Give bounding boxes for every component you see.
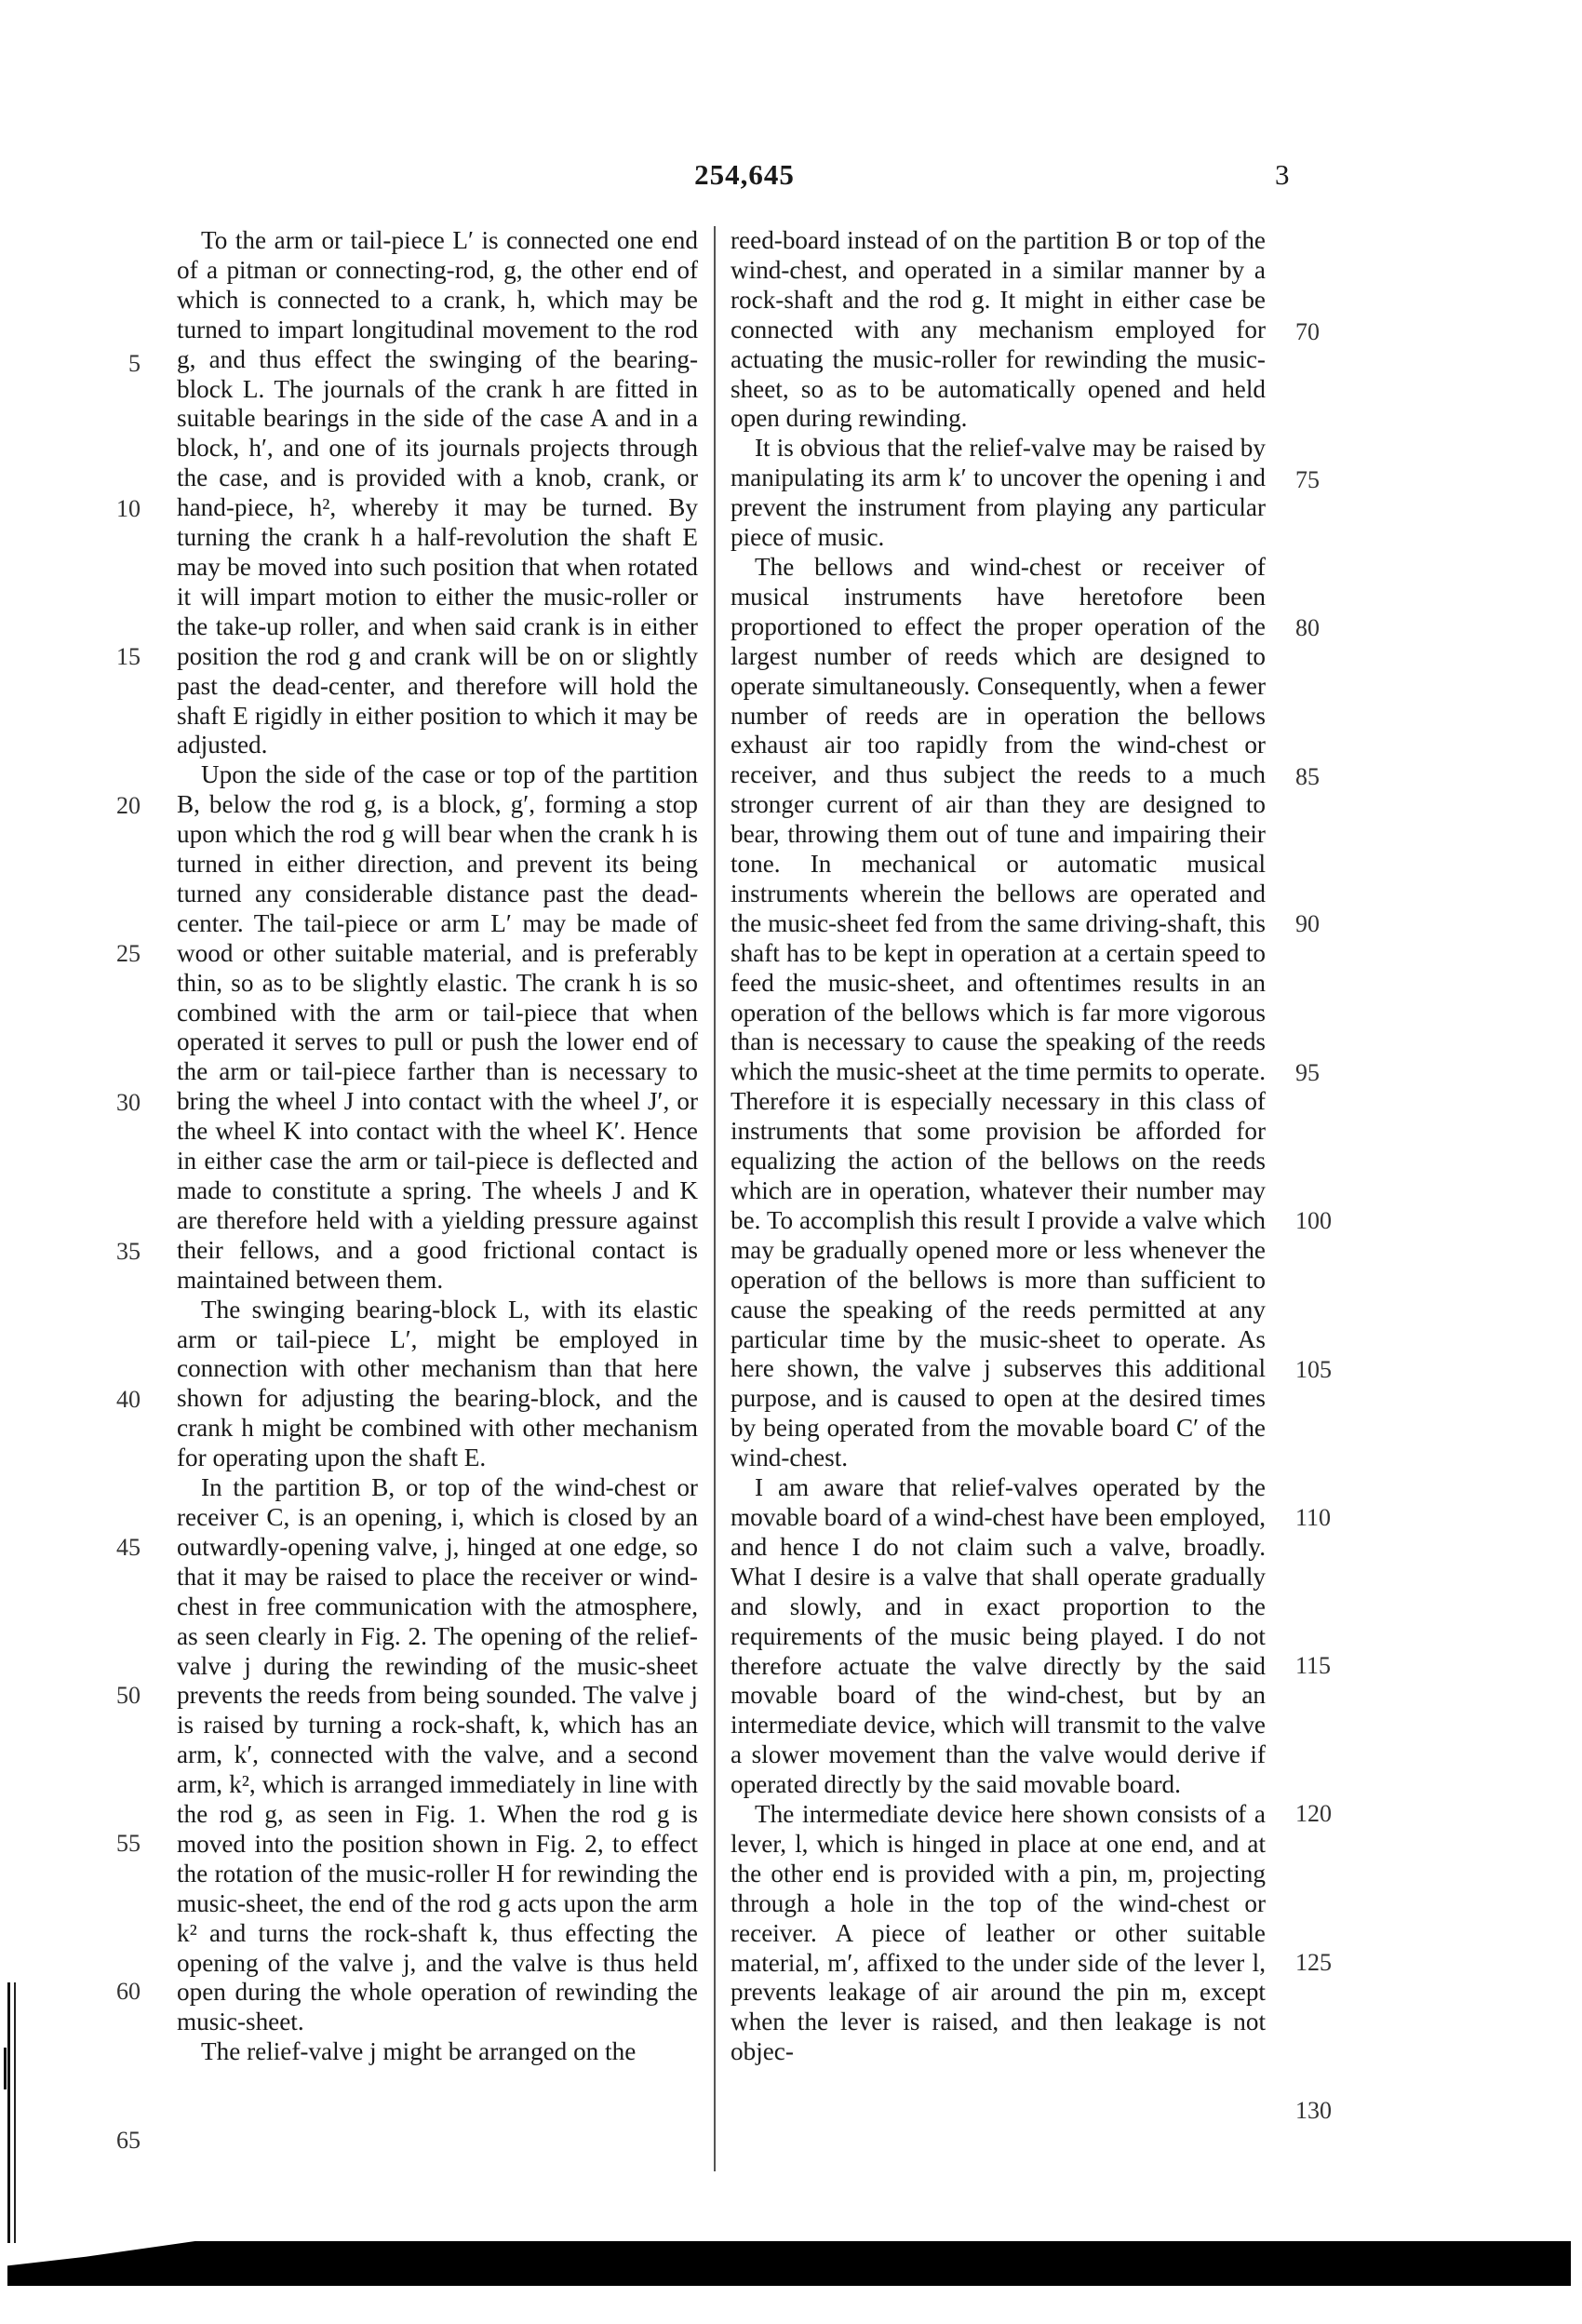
paragraph: It is obvious that the relief-valve may be raised by manipulating its arm k′ to uncover the opening i and prevent the instrument from playing any particular piece of music. <box>731 434 1266 552</box>
page-header <box>0 158 1582 205</box>
paragraph: Upon the side of the case or top of the partition B, below the rod g, is a block, g′, forming a stop upon which the rod g will bear when the crank h is turned in either direction, and prevent its being turned any considerable distance past the dead-center. The tail-piece or arm L′ may be made of wood or other suitable material, and is preferably thin, so as to be slightly elastic. The crank h is so combined with the arm or tail-piece that when operated it serves to pull or push the lower end of the arm or tail-piece farther than is necessary to bring the wheel J into contact with the wheel J′, or the wheel K into contact with the wheel K′. Hence in either case the arm or tail-piece is deflected and made to constitute a spring. The wheels J and K are therefore held with a yielding pressure against their fellows, and a good frictional contact is maintained between them. <box>177 760 698 1294</box>
line-number: 90 <box>1295 910 1320 937</box>
line-number: 10 <box>116 495 141 522</box>
line-number: 110 <box>1295 1504 1332 1531</box>
column-divider <box>714 226 716 2171</box>
paragraph: reed-board instead of on the partition B or top of the wind-chest, and operated in a similar manner by a rock-shaft and the rod g. It might in either case be connected with any mechanism employed for actuating the music-roller for rewinding the music-sheet, so as to be automatically opened and held open during rewinding. <box>731 226 1266 433</box>
paragraph: The relief-valve j might be arranged on the <box>201 2037 637 2066</box>
right-text-column <box>731 226 1266 2067</box>
line-number: 100 <box>1295 1207 1332 1234</box>
scan-edge-mark <box>7 1982 10 2243</box>
line-number: 60 <box>116 1978 141 2005</box>
line-number: 120 <box>1295 1800 1332 1827</box>
paragraph: In the partition B, or top of the wind-chest or receiver C, is an opening, i, which is closed by an outwardly-opening valve, j, hinged at one edge, so that it may be raised to place the receiver or wind-chest in free communication with the atmosphere, as seen clearly in Fig. 2. The opening of the relief-valve j during the rewinding of the music-sheet prevents the reeds from being sounded. The valve j is raised by turning a rock-shaft, k, which has an arm, k′, connected with the valve, and a second arm, k², which is arranged immediately in line with the rod g, as seen in Fig. 1. When the rod g is moved into the position shown in Fig. 2, to effect the rotation of the music-roller H for rewinding the music-sheet, the end of the rod g acts upon the arm k² and turns the rock-shaft k, thus effecting the opening of the valve j, and the valve is thus held open during the whole operation of rewinding the music-sheet. <box>177 1473 698 2036</box>
line-number: 70 <box>1295 318 1320 345</box>
scan-bottom-border <box>7 2241 1571 2286</box>
patent-number: 254,645 <box>694 158 795 191</box>
line-number: 35 <box>116 1238 141 1265</box>
line-number: 15 <box>116 643 141 670</box>
line-number: 40 <box>116 1386 141 1413</box>
paragraph: I am aware that relief-valves operated by the movable board of a wind-chest have been employed, and hence I do not claim such a valve, broadly. What I desire is a valve that shall operate gradually and slowly, and in exact proportion to the requirements of the music being played. I do not therefore actuate the valve directly by the said movable board of the wind-chest, but by an intermediate device, which will transmit to the valve a slower movement than the valve would derive if operated directly by the said movable board. <box>731 1473 1266 1799</box>
line-number: 130 <box>1295 2097 1332 2124</box>
scan-edge-tick <box>4 2048 7 2089</box>
line-number: 50 <box>116 1682 141 1709</box>
line-number: 115 <box>1295 1652 1332 1679</box>
line-number: 75 <box>1295 466 1320 493</box>
line-number: 125 <box>1295 1949 1332 1976</box>
line-number: 20 <box>116 792 141 819</box>
line-number: 80 <box>1295 614 1320 641</box>
line-number: 105 <box>1295 1356 1332 1383</box>
paragraph: The intermediate device here shown consists of a lever, l, which is hinged in place at one end, and at the other end is provided with a pin, m, projecting through a hole in the top of the wind-chest or receiver. A piece of leather or other suitable material, m′, affixed to the under side of the lever l, prevents leakage of air around the pin m, except when the lever is raised, and then leakage is not objec- <box>731 1800 1266 2066</box>
line-number: 5 <box>128 350 141 377</box>
left-text-column <box>177 226 698 2067</box>
paragraph: To the arm or tail-piece L′ is connected one end of a pitman or connecting-rod, g, the other end of which is connected to a crank, h, which may be turned to impart longitudinal movement to the rod g, and thus effect the swinging of the bearing-block L. The journals of the crank h are fitted in suitable bearings in the side of the case A and in a block, h′, and one of its journals projects through the case, and is provided with a knob, crank, or hand-piece, h², whereby it may be turned. By turning the crank h a half-revolution the shaft E may be moved into such position that when rotated it will impart motion to either the music-roller or the take-up roller, and when said crank is in either position the rod g and crank will be on or slightly past the dead-center, and therefore will hold the shaft E rigidly in either position to which it may be adjusted. <box>177 226 698 759</box>
line-number: 30 <box>116 1089 141 1116</box>
paragraph: The swinging bearing-block L, with its elastic arm or tail-piece L′, might be employed in connection with other mechanism than that here shown for adjusting the bearing-block, and the crank h might be combined with other mechanism for operating upon the shaft E. <box>177 1295 698 1472</box>
line-number: 25 <box>116 940 141 967</box>
page-number: 3 <box>1275 158 1290 191</box>
paragraph: The bellows and wind-chest or receiver of musical instruments have heretofore been proportioned to effect the proper operation of the largest number of reeds which are designed to operate simultaneously. Consequently, when a fewer number of reeds are in operation the bellows exhaust air too rapidly from the wind-chest or receiver, and thus subject the reeds to a much stronger current of air than they are designed to bear, throwing them out of tune and impairing their tone. In mechanical or automatic musical instruments wherein the bellows are operated and the music-sheet fed from the same driving-shaft, this shaft has to be kept in operation at a certain speed to feed the music-sheet, and oftentimes results in an operation of the bellows which is far more vigorous than is necessary to cause the speaking of the reeds which the music-sheet at the time permits to operate. Therefore it is especially necessary in this class of instruments that some provision be afforded for equalizing the action of the bellows on the reeds which are in operation, whatever their number may be. To accomplish this result I provide a valve which may be gradually opened more or less whenever the operation of the bellows is more than sufficient to cause the speaking of the reeds permitted at any particular time by the music-sheet to operate. As here shown, the valve j subserves this additional purpose, and is caused to open at the desired times by being operated from the movable board C′ of the wind-chest. <box>731 552 1266 1472</box>
line-number: 85 <box>1295 763 1320 790</box>
line-number: 45 <box>116 1534 141 1561</box>
scan-margin-line <box>14 1982 16 2243</box>
line-number: 65 <box>116 2127 141 2154</box>
line-number: 55 <box>116 1830 141 1857</box>
line-number: 95 <box>1295 1059 1320 1086</box>
